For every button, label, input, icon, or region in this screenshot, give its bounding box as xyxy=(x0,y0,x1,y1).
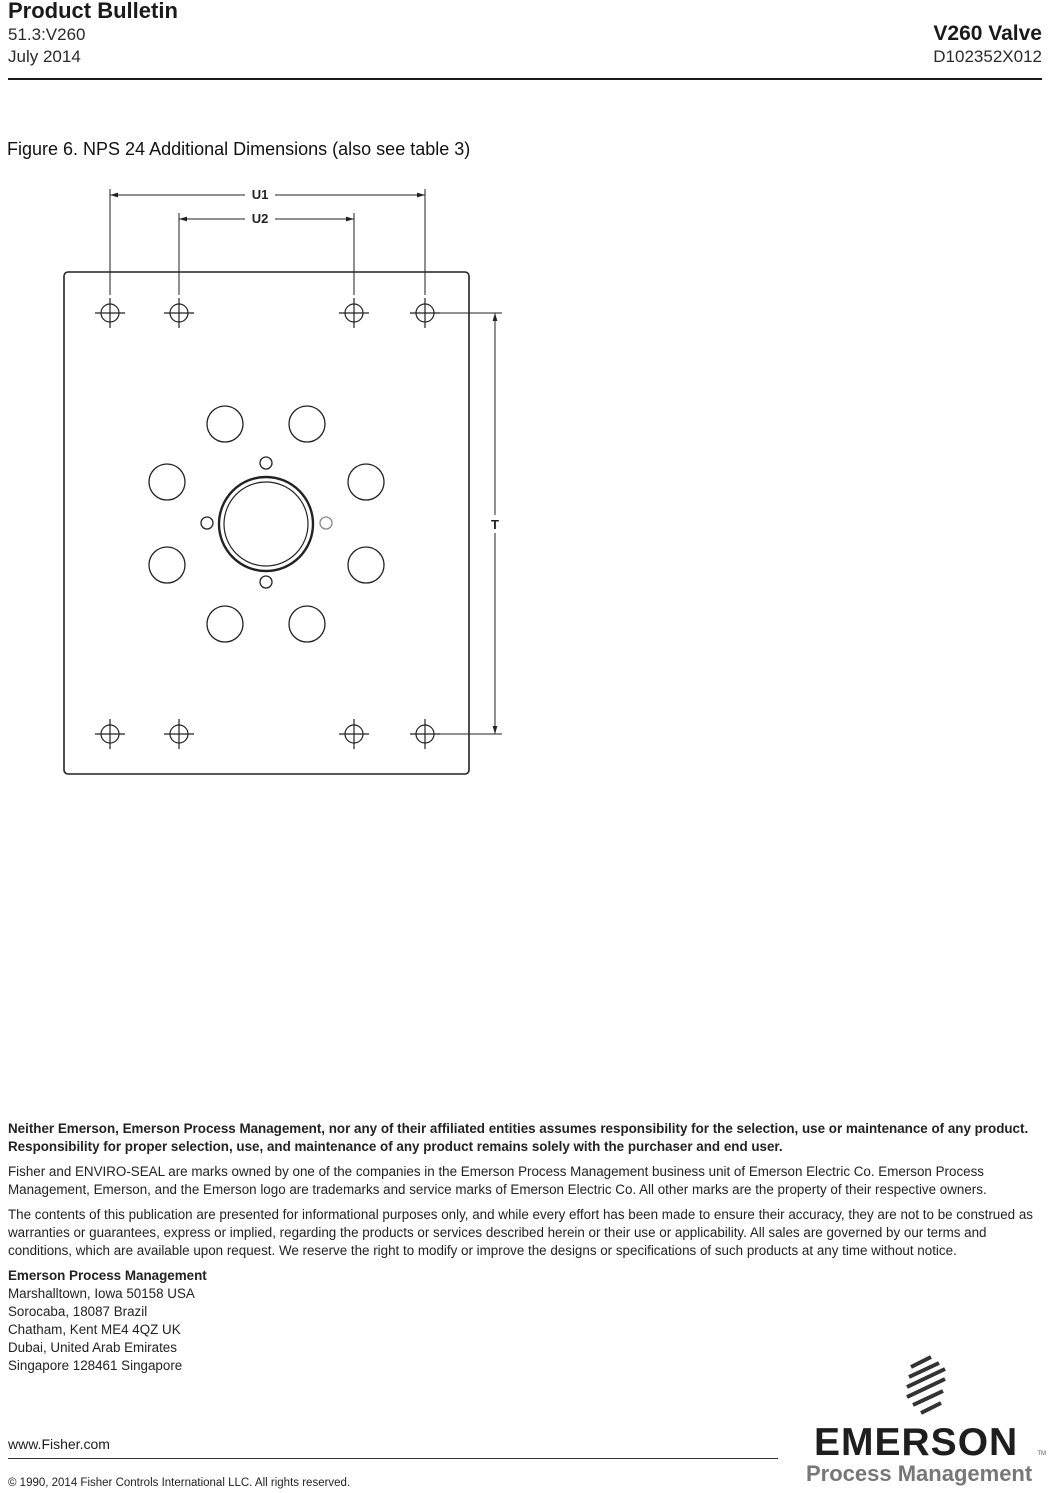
bulletin-date: July 2014 xyxy=(8,47,81,66)
header-right xyxy=(933,22,1042,68)
page-header xyxy=(8,0,1042,80)
emerson-wordmark: EMERSON xyxy=(814,1421,1019,1464)
footer xyxy=(8,1120,1038,1375)
bolt-hole xyxy=(95,719,125,749)
website-link[interactable]: www.Fisher.com xyxy=(8,1436,110,1452)
u1-dimension xyxy=(110,189,425,295)
trademark-symbol: TM xyxy=(1037,1451,1046,1457)
bolt-holes xyxy=(95,298,440,749)
bolt-hole xyxy=(339,719,369,749)
emerson-logo-mark-icon xyxy=(901,1355,951,1419)
pin-hole xyxy=(201,517,213,529)
flange-hole xyxy=(348,464,384,500)
company-name: Emerson Process Management xyxy=(8,1268,207,1283)
pin-hole xyxy=(260,576,272,588)
flange-hole xyxy=(149,464,185,500)
bolt-hole xyxy=(164,719,194,749)
flange-hole xyxy=(207,606,243,642)
flange-holes xyxy=(149,406,384,642)
document-number: D102352X012 xyxy=(933,47,1042,66)
bolt-hole xyxy=(410,719,440,749)
information-notice: The contents of this publication are presented for informational purposes only, and while every effort has been made to ensure their accuracy, they are not to be construed as warranties or guarantees, express or implied, regarding the products or services described herein or their use or applicability. All sales are governed by our terms and conditions, which are available upon request. We reserve the right to modify or improve the designs or specifications of such products at any time without notice. xyxy=(8,1207,1033,1258)
logo-subtitle: Process Management xyxy=(806,1461,1033,1486)
address-line: Marshalltown, Iowa 50158 USA xyxy=(8,1286,195,1301)
mounting-plate xyxy=(64,272,469,774)
flange-hole xyxy=(207,406,243,442)
address-line: Dubai, United Arab Emirates xyxy=(8,1340,177,1355)
u1-label: U1 xyxy=(251,187,269,202)
bulletin-number: 51.3:V260 xyxy=(8,25,86,44)
pin-hole xyxy=(320,517,332,529)
address-line: Sorocaba, 18087 Brazil xyxy=(8,1304,148,1319)
flange-hole xyxy=(149,547,185,583)
u2-label: U2 xyxy=(251,211,269,226)
dimension-drawing xyxy=(40,175,520,785)
bulletin-title: Product Bulletin xyxy=(8,0,178,23)
address-line: Chatham, Kent ME4 4QZ UK xyxy=(8,1322,181,1337)
trademark-notice: Fisher and ENVIRO-SEAL are marks owned by one of the companies in the Emerson Process Management business unit of Emerson Electric Co. Emerson Process Management, Emerson, and the Emerson logo are trademarks and service marks of Emerson Electric Co. All other marks are the property of their respective owners. xyxy=(8,1164,987,1197)
copyright: © 1990, 2014 Fisher Controls International LLC. All rights reserved. xyxy=(8,1477,351,1489)
emerson-logo xyxy=(806,1355,1046,1490)
t-label: T xyxy=(491,517,499,532)
bolt-hole xyxy=(95,298,125,328)
flange-hole xyxy=(289,606,325,642)
address-line: Singapore 128461 Singapore xyxy=(8,1358,183,1373)
flange-hole xyxy=(348,547,384,583)
flange-hole xyxy=(289,406,325,442)
figure-caption: Figure 6. NPS 24 Additional Dimensions (also see table 3) xyxy=(7,139,471,159)
product-name: V260 Valve xyxy=(933,22,1042,45)
header-left xyxy=(8,0,178,68)
bolt-hole xyxy=(164,298,194,328)
disclaimer: Neither Emerson, Emerson Process Management, nor any of their affiliated entities assumes responsibility for the selection, use or maintenance of any product. Responsibility for proper selection, use, and maintenance of any product remains solely with the purchaser and end user. xyxy=(8,1121,1029,1154)
bolt-hole xyxy=(410,298,440,328)
bolt-hole xyxy=(339,298,369,328)
center-bore xyxy=(219,477,313,571)
footer-divider xyxy=(8,1458,778,1459)
pin-hole xyxy=(260,457,272,469)
